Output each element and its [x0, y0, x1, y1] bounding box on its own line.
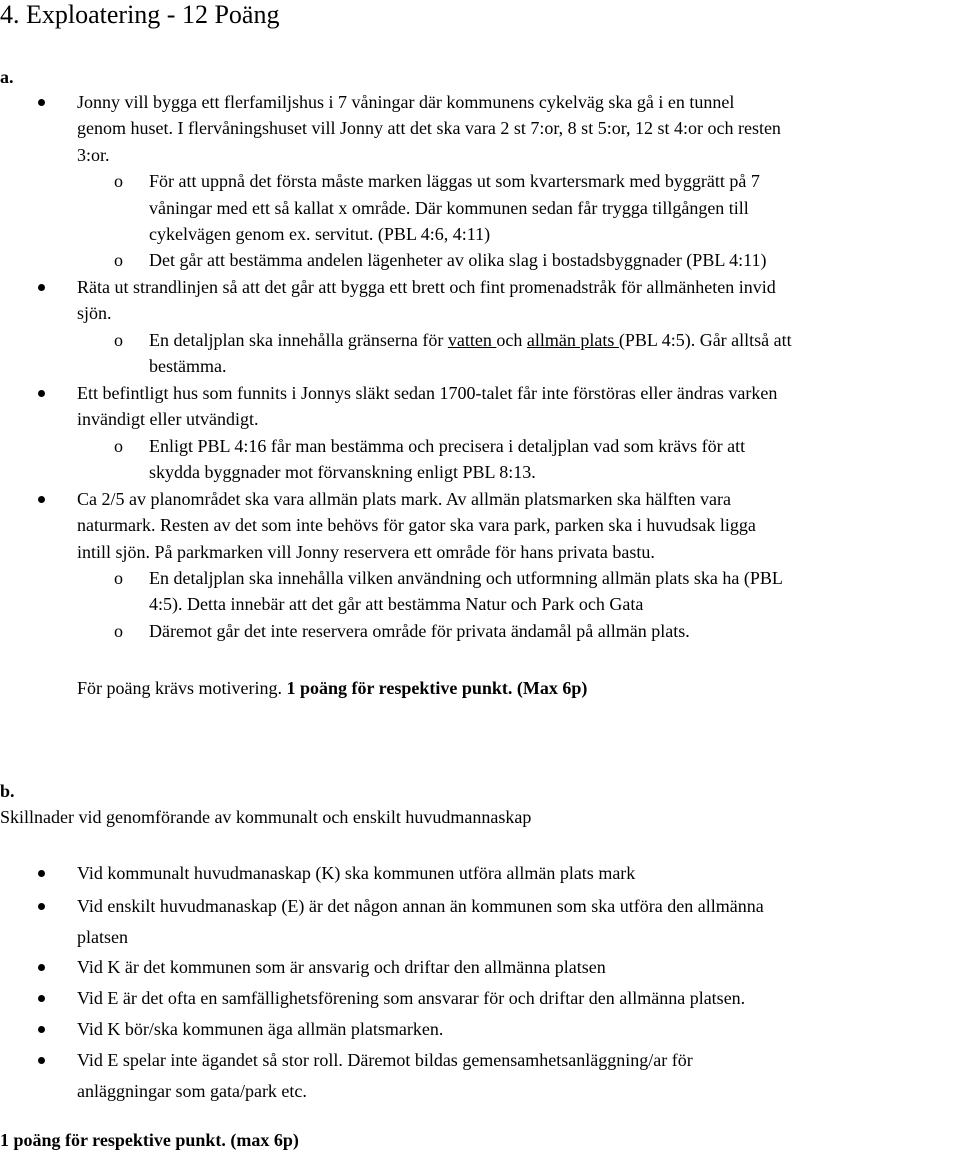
- list-item-text: Vid enskilt huvudmanaskap (E) är det någon annan än kommunen som ska utföra den allmänna: [77, 896, 764, 916]
- sub-item-text: våningar med ett så kallat x område. Där kommunen sedan får trygga tillgången till: [149, 198, 749, 218]
- sub-item-text: För att uppnå det första måste marken läggas ut som kvartersmark med byggrätt på 7: [149, 171, 760, 191]
- list-item-text: Jonny vill bygga ett flerfamiljshus i 7 våningar där kommunens cykelväg ska gå i en tunnel: [77, 92, 735, 112]
- list-item-text: sjön.: [77, 303, 112, 323]
- bullet-icon: [38, 995, 45, 1002]
- list-item-text: 3:or.: [77, 145, 110, 165]
- sub-item-text: skydda byggnader mot förvanskning enligt PBL 8:13.: [149, 462, 536, 482]
- list-item-text: Ca 2/5 av planområdet ska vara allmän plats mark. Av allmän platsmarken ska hälften vara: [77, 489, 731, 509]
- sub-item-text: En detaljplan ska innehålla vilken användning och utformning allmän plats ska ha (PBL: [149, 568, 783, 588]
- sub-item-text: cykelvägen genom ex. servitut. (PBL 4:6, 4:11): [149, 224, 491, 244]
- sub-item-text: bestämma.: [149, 356, 227, 376]
- sub-item-text: Enligt PBL 4:16 får man bestämma och precisera i detaljplan vad som krävs för att: [149, 436, 746, 456]
- bullet-icon: [38, 99, 45, 106]
- bullet-icon: [38, 390, 45, 397]
- bullet-icon: [38, 964, 45, 971]
- points-note-text: För poäng krävs motivering.: [77, 678, 287, 698]
- sub-item-text: [149, 328, 792, 352]
- list-item-text: Räta ut strandlinjen så att det går att bygga ett brett och fint promenadstråk för allmänheten invid: [77, 277, 776, 297]
- sub-bullet-icon: o: [114, 250, 123, 270]
- text-run: En detaljplan ska innehålla gränserna för: [149, 330, 448, 350]
- bullet-icon: [38, 903, 45, 910]
- bullet-icon: [38, 1026, 45, 1033]
- sub-bullet-icon: o: [114, 171, 123, 191]
- list-item-text: anläggningar som gata/park etc.: [77, 1081, 307, 1101]
- part-a-label: a.: [0, 67, 14, 87]
- part-b-label: b.: [0, 781, 15, 801]
- sub-bullet-icon: o: [114, 621, 123, 641]
- underlined-term-vatten: vatten: [447, 330, 497, 350]
- list-item-text: Vid kommunalt huvudmanaskap (K) ska kommunen utföra allmän plats mark: [77, 863, 636, 883]
- list-item-text: platsen: [77, 927, 128, 947]
- part-b-intro: Skillnader vid genomförande av kommunalt och enskilt huvudmannaskap: [0, 807, 532, 827]
- sub-item-text: Däremot går det inte reservera område för privata ändamål på allmän plats.: [149, 621, 690, 641]
- points-note-b: 1 poäng för respektive punkt. (max 6p): [0, 1130, 299, 1150]
- list-item-text: Vid E är det ofta en samfällighetsförening som ansvarar för och driftar den allmänna platsen.: [77, 988, 746, 1008]
- list-item-text: Vid E spelar inte ägandet så stor roll. Däremot bildas gemensamhetsanläggning/ar för: [77, 1050, 693, 1070]
- list-item-text: Vid K bör/ska kommunen äga allmän platsmarken.: [77, 1019, 444, 1039]
- sub-item-text: 4:5). Detta innebär att det går att bestämma Natur och Park och Gata: [149, 594, 644, 614]
- sub-item-text: Det går att bestämma andelen lägenheter av olika slag i bostadsbyggnader (PBL 4:11): [149, 250, 767, 270]
- sub-bullet-icon: o: [114, 330, 123, 350]
- list-item-text: Vid K är det kommunen som är ansvarig och driftar den allmänna platsen: [77, 957, 606, 977]
- list-item-text: Ett befintligt hus som funnits i Jonnys släkt sedan 1700-talet får inte förstöras eller ändras varken: [77, 383, 778, 403]
- points-note: [77, 676, 587, 700]
- text-run: (PBL 4:5). Går alltså att: [618, 330, 792, 350]
- bullet-icon: [38, 496, 45, 503]
- page-title: 4. Exploatering - 12 Poäng: [0, 0, 280, 29]
- bullet-icon: [38, 284, 45, 291]
- bullet-icon: [38, 870, 45, 877]
- points-note-bold: 1 poäng för respektive punkt. (Max 6p): [286, 678, 588, 698]
- list-item-text: intill sjön. På parkmarken vill Jonny reservera ett område för hans privata bastu.: [77, 542, 655, 562]
- underlined-term-allman-plats: allmän plats: [526, 330, 619, 350]
- bullet-icon: [38, 1057, 45, 1064]
- list-item-text: naturmark. Resten av det som inte behövs för gator ska vara park, parken ska i huvudsak ligga: [77, 515, 756, 535]
- sub-bullet-icon: o: [114, 436, 123, 456]
- text-run: och: [496, 330, 527, 350]
- list-item-text: invändigt eller utvändigt.: [77, 409, 259, 429]
- sub-bullet-icon: o: [114, 568, 123, 588]
- list-item-text: genom huset. I flervåningshuset vill Jonny att det ska vara 2 st 7:or, 8 st 5:or, 12 st 4:or och resten: [77, 118, 781, 138]
